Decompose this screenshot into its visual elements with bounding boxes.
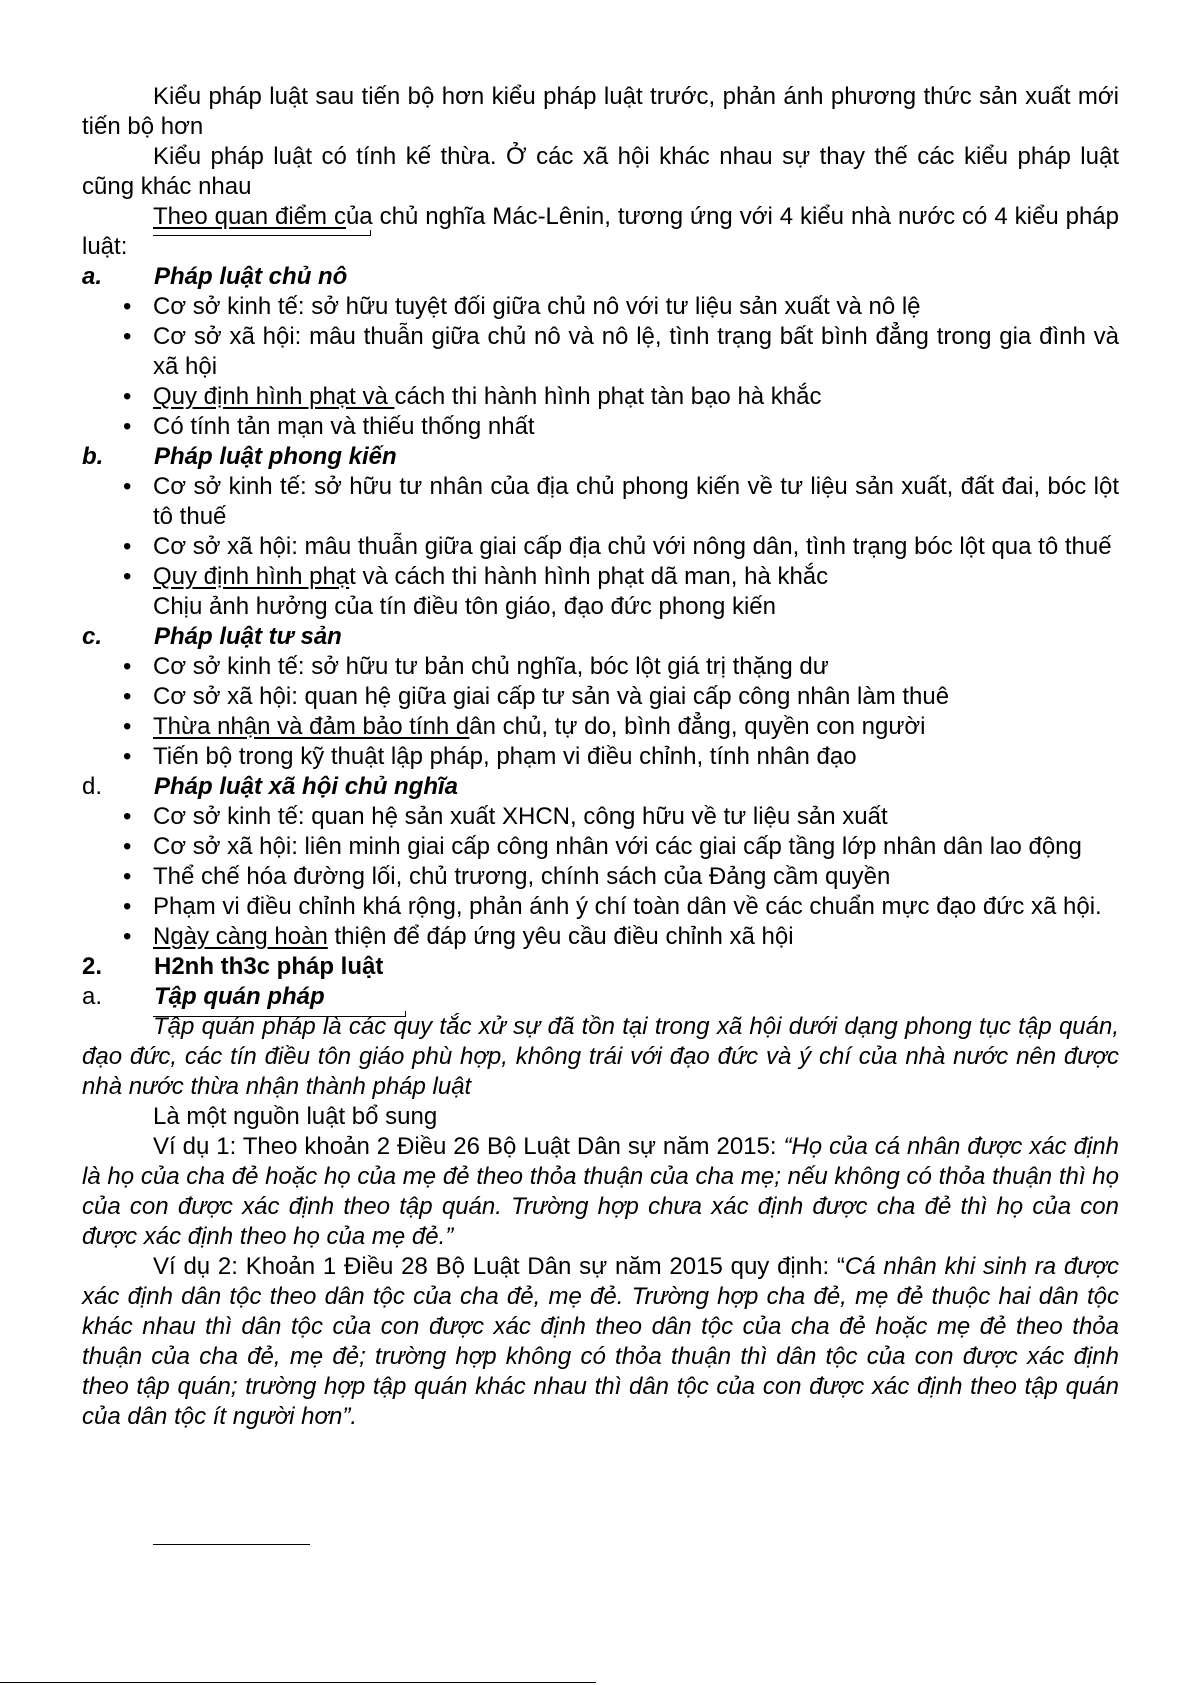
section-heading-b: [82, 442, 1119, 472]
subsection-heading-a: [82, 982, 1119, 1012]
bullet-icon: •: [123, 833, 132, 860]
list-item: • Thể chế hóa đường lối, chủ trương, chính sách của Đảng cầm quyền: [123, 863, 891, 890]
section-marker: 2.: [82, 953, 103, 980]
unbulleted-line: Chịu ảnh hưởng của tín điều tôn giáo, đạo đức phong kiến: [153, 593, 776, 620]
list-item: • Cơ sở kinh tế: quan hệ sản xuất XHCN, công hữu về tư liệu sản xuất: [123, 803, 888, 830]
bullet-icon: •: [123, 803, 132, 830]
section-marker: a.: [82, 983, 103, 1010]
bullet-icon: •: [123, 713, 132, 740]
section-heading-2: [82, 952, 1119, 982]
bullet-icon: •: [123, 473, 132, 500]
section-heading-c: [82, 622, 1119, 652]
section-title: Pháp luật phong kiến: [154, 443, 397, 470]
bullet-icon: •: [123, 323, 132, 350]
list-item: • Quy định hình phạt và cách thi hành hình phạt tàn bạo hà khắc: [123, 383, 822, 410]
bullet-icon: •: [123, 653, 132, 680]
bullet-icon: •: [123, 863, 132, 890]
section-marker: c.: [82, 623, 103, 650]
example-1-paragraph: Ví dụ 1: Theo khoản 2 Điều 26 Bộ Luật Dân sự năm 2015: “Họ của cá nhân được xác định là họ của cha đẻ hoặc họ của mẹ đẻ theo thỏa thuận của cha mẹ; nếu không có thỏa thuận thì họ của con được xác định theo tập quán. Trường hợp chưa xác định được cha đẻ thì họ của con được xác định theo họ của mẹ đẻ.”: [82, 1133, 1119, 1250]
section-heading-a: [82, 262, 1119, 292]
footer-rule: [0, 1682, 596, 1683]
list-item: • Cơ sở xã hội: liên minh giai cấp công nhân với các giai cấp tầng lớp nhân dân lao động: [123, 833, 1082, 860]
bullet-icon: •: [123, 743, 132, 770]
stray-rule-3: [153, 1544, 310, 1545]
list-item: • Cơ sở kinh tế: sở hữu tuyệt đối giữa chủ nô với tư liệu sản xuất và nô lệ: [123, 293, 921, 320]
bullet-icon: •: [123, 413, 132, 440]
intro-paragraph-1: Kiểu pháp luật sau tiến bộ hơn kiểu pháp luật trước, phản ánh phương thức sản xuất mới tiến bộ hơn: [82, 83, 1119, 140]
quote-text: “Họ của cá nhân được xác định là họ của cha đẻ hoặc họ của mẹ đẻ theo thỏa thuận của cha mẹ; nếu không có thỏa thuận thì họ của con được xác định theo tập quán. Trường hợp chưa xác định được cha đẻ thì họ của con được xác định theo họ của mẹ đẻ.”: [82, 1133, 1119, 1250]
stray-rule-2: [153, 1016, 405, 1017]
stray-rule-1: [153, 235, 370, 236]
list-item: • Thừa nhận và đảm bảo tính dân chủ, tự do, bình đẳng, quyền con người: [123, 713, 926, 740]
bullet-list-d: [82, 802, 1119, 952]
list-item: • Cơ sở xã hội: mâu thuẫn giữa chủ nô và nô lệ, tình trạng bất bình đẳng trong gia đình và xã hội: [123, 323, 1119, 380]
underlined-text: Thừa nhận và đảm bảo tính d: [153, 713, 470, 740]
section-marker: a.: [82, 263, 103, 290]
bullet-icon: •: [123, 383, 132, 410]
list-item: • Quy định hình phạt và cách thi hành hình phạt dã man, hà khắc: [123, 563, 829, 590]
list-item: • Cơ sở xã hội: quan hệ giữa giai cấp tư sản và giai cấp công nhân làm thuê: [123, 683, 950, 710]
bullet-list-a: [82, 292, 1119, 442]
section-title: H2nh th3c pháp luật: [154, 953, 384, 980]
stray-mark-2: [405, 1011, 406, 1017]
example-2-paragraph: Ví dụ 2: Khoản 1 Điều 28 Bộ Luật Dân sự năm 2015 quy định: “Cá nhân khi sinh ra được xác định dân tộc theo dân tộc của cha đẻ, mẹ đẻ. Trường hợp cha đẻ, mẹ đẻ thuộc hai dân tộc khác nhau thì dân tộc của con được xác định theo dân tộc của cha đẻ hoặc mẹ đẻ theo thỏa thuận của cha đẻ, mẹ đẻ; trường hợp không có thỏa thuận thì dân tộc của con được xác định theo tập quán; trường hợp tập quán khác nhau thì dân tộc của con được xác định theo tập quán của dân tộc ít người hơn”.: [82, 1253, 1119, 1430]
underlined-text: Quy định hình phạt và: [153, 383, 395, 410]
underlined-text: Theo quan điểm c: [153, 203, 346, 230]
section-title: Tập quán pháp: [154, 983, 325, 1010]
document-body: [82, 82, 1119, 1432]
section-title: Pháp luật xã hội chủ nghĩa: [154, 773, 459, 800]
bullet-icon: •: [123, 533, 132, 560]
paragraph-text: ủa chủ nghĩa Mác-Lênin, tương ứng với 4 kiểu nhà nước có 4 kiểu pháp luật:: [82, 203, 1119, 260]
quote-text: Cá nhân khi sinh ra được xác định dân tộc theo dân tộc của cha đẻ, mẹ đẻ. Trường hợp cha đẻ, mẹ đẻ thuộc hai dân tộc khác nhau thì dân tộc của con được xác định theo dân tộc của cha đẻ hoặc mẹ đẻ theo thỏa thuận của cha đẻ, mẹ đẻ; trường hợp không có thỏa thuận thì dân tộc của con được xác định theo tập quán; trường hợp tập quán khác nhau thì dân tộc của con được xác định theo tập quán của dân tộc ít người hơn”.: [82, 1253, 1119, 1430]
section-heading-d: [82, 772, 1119, 802]
section-marker: b.: [82, 443, 104, 470]
bullet-list-b: [82, 472, 1119, 592]
list-item: • Có tính tản mạn và thiếu thống nhất: [123, 413, 535, 440]
bullet-icon: •: [123, 683, 132, 710]
bullet-icon: •: [123, 893, 132, 920]
list-item: • Ngày càng hoàn thiện để đáp ứng yêu cầu điều chỉnh xã hội: [123, 923, 794, 950]
intro-paragraph-3: [82, 202, 1119, 262]
definition-paragraph: Tập quán pháp là các quy tắc xử sự đã tồn tại trong xã hội dưới dạng phong tục tập quán, đạo đức, các tín điều tôn giáo phù hợp, không trái với đạo đức và ý chí của nhà nước nên được nhà nước thừa nhận thành pháp luật: [82, 1013, 1119, 1100]
list-item: • Cơ sở kinh tế: sở hữu tư bản chủ nghĩa, bóc lột giá trị thặng dư: [123, 653, 829, 680]
bullet-list-c: [82, 652, 1119, 772]
bullet-icon: •: [123, 923, 132, 950]
section-title: Pháp luật chủ nô: [154, 263, 348, 290]
section-marker: d.: [82, 773, 103, 800]
bullet-icon: •: [123, 293, 132, 320]
list-item: • Tiến bộ trong kỹ thuật lập pháp, phạm vi điều chỉnh, tính nhân đạo: [123, 743, 857, 770]
underlined-text: Ngày càng hoàn: [153, 923, 328, 950]
list-item: • Cơ sở xã hội: mâu thuẫn giữa giai cấp địa chủ với nông dân, tình trạng bóc lột qua tô thuế: [123, 533, 1112, 560]
intro-paragraph-2: Kiểu pháp luật có tính kế thừa. Ở các xã hội khác nhau sự thay thế các kiểu pháp luật cũng khác nhau: [82, 143, 1119, 200]
list-item: • Cơ sở kinh tế: sở hữu tư nhân của địa chủ phong kiến về tư liệu sản xuất, đất đai, bóc lột tô thuế: [123, 473, 1119, 530]
underlined-text: Quy định hình phạ: [153, 563, 350, 590]
bullet-icon: •: [123, 563, 132, 590]
section-title: Pháp luật tư sản: [154, 623, 342, 650]
stray-mark-1: [370, 230, 371, 236]
supplement-line: Là một nguồn luật bổ sung: [153, 1103, 438, 1130]
list-item: • Phạm vi điều chỉnh khá rộng, phản ánh ý chí toàn dân về các chuẩn mực đạo đức xã hội.: [123, 893, 1102, 920]
